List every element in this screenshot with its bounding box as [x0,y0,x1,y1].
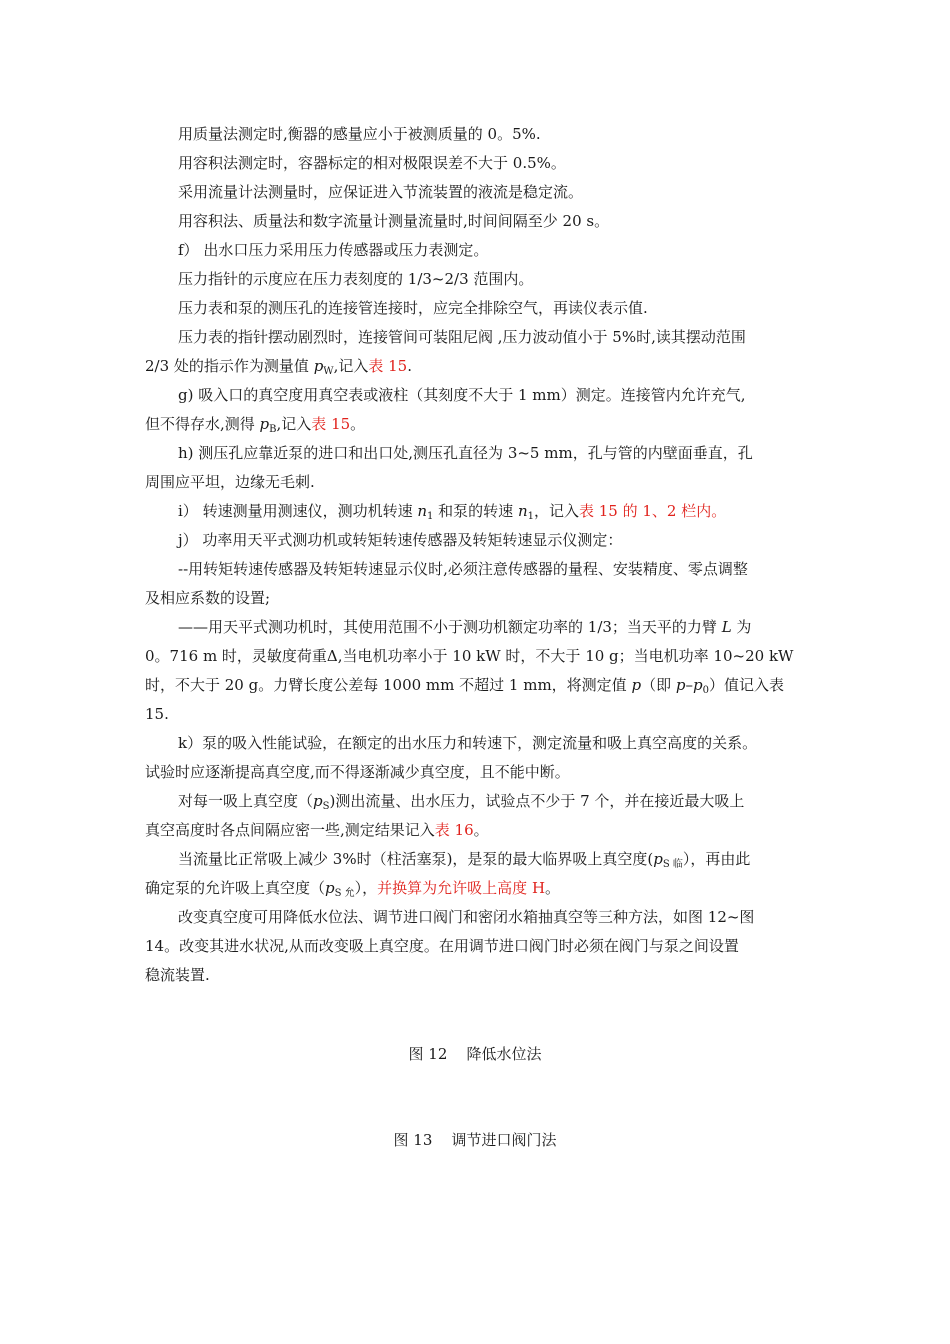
text: 。 [473,821,489,839]
text: 和泵的转速 [433,502,518,520]
figure-13-caption [0,1130,950,1150]
symbol-n: n [417,502,428,520]
caption-text: 图 12 降低水位法 [408,1045,542,1063]
text: ）值记入表 [708,676,784,694]
text: 用容积法测定时，容器标定的相对极限误差不大于 0.5%。 [178,154,566,172]
text: ）， [354,879,378,897]
subscript: 0 [702,685,709,696]
text: 当流量比正常吸上减少 3%时（柱活塞泵)，是泵的最大临界吸上真空度( [178,850,654,868]
text: 真空高度时各点间隔应密一些,测定结果记入 [145,821,435,839]
text: k）泵的吸入性能试验，在额定的出水压力和转速下，测定流量和吸上真空高度的关系。 [178,734,758,752]
paragraph-line [178,385,746,405]
text: ），再由此 [682,850,751,868]
paragraph-line [178,124,541,144]
text: 改变真空度可用降低水位法、调节进口阀门和密闭水箱抽真空等三种方法，如图 12~图 [178,908,755,926]
text: 用质量法测定时,衡器的感量应小于被测质量的 0。5%. [178,125,541,143]
text: 压力表和泵的测压孔的连接管连接时，应完全排除空气，再读仪表示值. [178,299,648,317]
paragraph-line [178,501,726,521]
figure-12-caption [0,1044,950,1064]
subscript: S 允 [334,888,355,899]
text: ，记入 [533,502,579,520]
subscript: 1 [527,511,534,522]
text: 但不得存水,测得 [145,415,260,433]
text: g) 吸入口的真空度用真空表或液柱（其刻度不大于 1 mm）测定。连接管内允许充气, [178,386,746,404]
paragraph-line [145,675,784,695]
paragraph-line [145,820,489,840]
text: --用转矩转速传感器及转矩转速显示仪时,必须注意传感器的量程、安装精度、零点调整 [178,560,748,578]
text: 稳流装置. [145,966,210,984]
text: j） 功率用天平式测功机或转矩转速传感器及转矩转速显示仪测定： [178,531,623,549]
symbol-p: p [675,676,686,694]
paragraph-line [178,530,622,550]
symbol-p: p [653,850,663,868]
subscript: S 临 [662,859,683,870]
text: f） 出水口压力采用压力传感器或压力表测定。 [178,241,489,259]
paragraph-line [178,182,583,202]
text: h) 测压孔应靠近泵的进口和出口处,测压孔直径为 3~5 mm，孔与管的内壁面垂直，孔 [178,444,753,462]
subscript: W [323,366,334,377]
symbol-p: p [631,676,642,694]
symbol-L: L [721,618,732,636]
paragraph-line [145,588,270,608]
highlighted-text: 并换算为允许吸上高度 H [377,879,546,897]
paragraph-line [178,153,566,173]
text: 压力指针的示度应在压力表刻度的 1/3~2/3 范围内。 [178,270,534,288]
paragraph-line [178,211,609,231]
paragraph-line [145,646,793,666]
table-15-link[interactable]: 表 15 的 1、2 栏内 [579,502,712,520]
symbol-p: p [313,792,323,810]
paragraph-line [145,878,560,898]
paragraph-line [178,849,750,869]
text: ,记入 [333,357,369,375]
paragraph-line [178,443,753,463]
symbol-p: p [692,676,703,694]
table-15-link[interactable]: 表 15 [368,357,408,375]
text: )测出流量、出水压力，试验点不少于 7 个，并在接近最大吸上 [329,792,745,810]
text: i） 转速测量用测速仪，测功机转速 [178,502,418,520]
text: . [407,357,412,375]
text: 试验时应逐渐提高真空度,而不得逐渐减少真空度，且不能中断。 [145,763,570,781]
text: 15. [145,705,169,723]
text: ——用天平式测功机时，其使用范围不小于测功机额定功率的 1/3；当天平的力臂 [178,618,722,636]
subscript: 1 [427,511,434,522]
subscript: B [269,424,277,435]
paragraph-line [178,559,748,579]
table-15-link[interactable]: 表 15 [311,415,351,433]
text: 为 [731,618,752,636]
paragraph-line [178,298,648,318]
symbol-p: p [313,357,324,375]
text: 确定泵的允许吸上真空度（ [145,879,326,897]
paragraph-line [145,965,210,985]
paragraph-line [178,327,746,347]
caption-text: 图 13 调节进口阀门法 [393,1131,557,1149]
text: 2/3 处的指示作为测量值 [145,357,314,375]
paragraph-line [178,240,488,260]
paragraph-line [145,762,570,782]
text: 周围应平坦，边缘无毛刺. [145,473,315,491]
text: 用容积法、质量法和数字流量计测量流量时,时间间隔至少 20 s。 [178,212,610,230]
text: 。 [350,415,366,433]
paragraph-line [145,472,315,492]
paragraph-line [178,791,744,811]
paragraph-line [178,733,757,753]
text: 对每一吸上真空度（ [178,792,314,810]
text: 时，不大于 20 g。力臂长度公差每 1000 mm 不超过 1 mm，将测定值 [145,676,632,694]
paragraph-line [178,269,533,289]
text: 14。改变其进水状况,从而改变吸上真空度。在用调节进口阀门时必须在阀门与泵之间设置 [145,937,739,955]
text: 压力表的指针摆动剧烈时，连接管间可装阻尼阀 ,压力波动值小于 5%时,读其摆动范围 [178,328,746,346]
text: – [685,676,693,694]
text: 及相应系数的设置; [145,589,271,607]
paragraph-line [178,907,754,927]
text: （即 [641,676,676,694]
subscript: S [322,801,330,812]
paragraph-line [178,617,751,637]
text: 采用流量计法测量时，应保证进入节流装置的液流是稳定流。 [178,183,584,201]
symbol-n: n [517,502,528,520]
symbol-p: p [259,415,270,433]
table-16-link[interactable]: 表 16 [434,821,474,839]
text: 0。716 m 时，灵敏度荷重Δ,当电机功率小于 10 kW 时，不大于 10 g；当电机功率 10~20 kW [145,647,794,665]
text: ,记入 [276,415,312,433]
paragraph-line [145,704,169,724]
paragraph-line [145,356,412,376]
paragraph-line [145,414,365,434]
paragraph-line [145,936,739,956]
text: 。 [545,879,561,897]
symbol-p: p [325,879,335,897]
text: 。 [711,502,727,520]
